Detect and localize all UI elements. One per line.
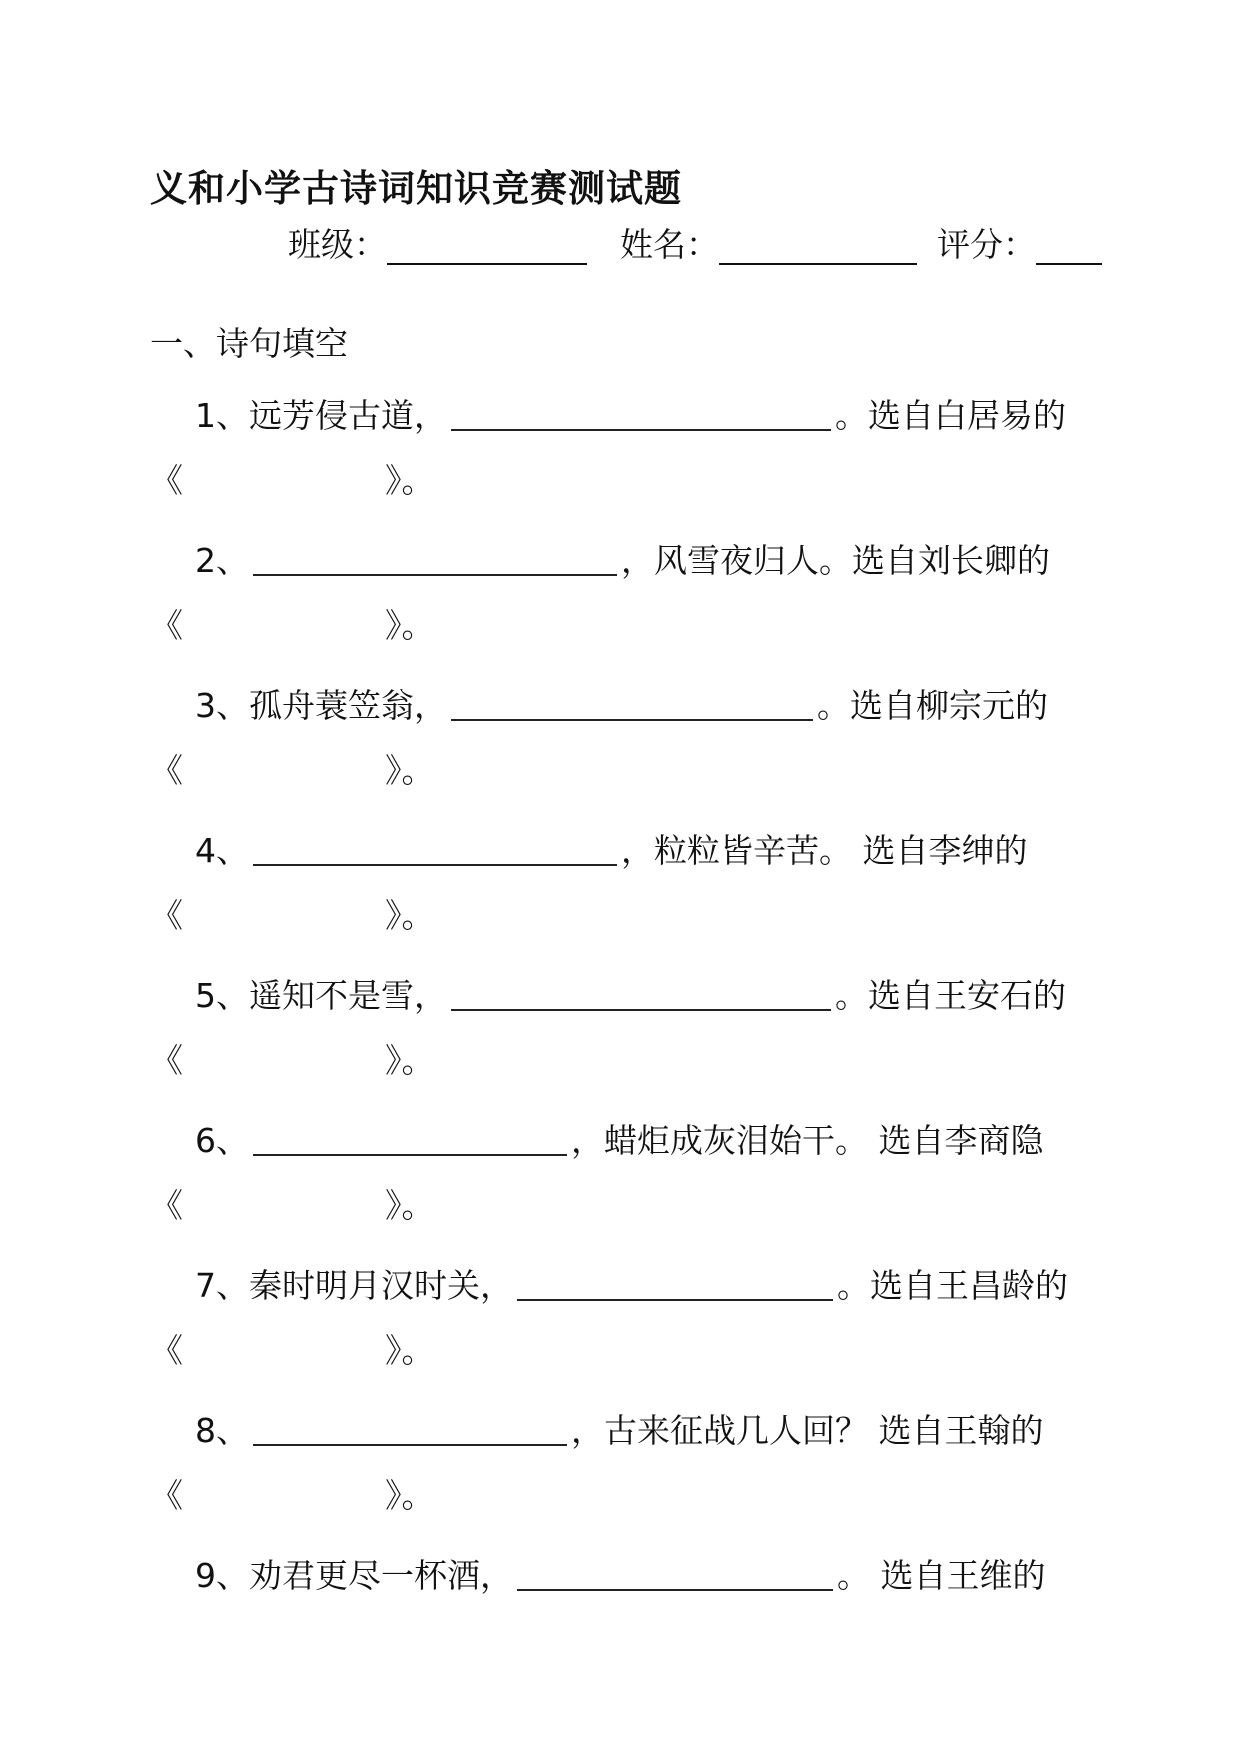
name-field [620,225,917,265]
book-open-mark: 《 [150,896,183,935]
question-text-after: ，粒粒皆辛苦。 选自李绅的 [621,831,1028,870]
book-open-mark: 《 [150,1331,183,1370]
score-label: 评分： [937,225,1036,264]
question-2 [195,539,1050,583]
book-close-mark: 》。 [385,606,435,645]
question-number: 9、 [195,1556,249,1595]
answer-blank[interactable] [517,1265,833,1301]
answer-blank[interactable] [517,1555,833,1591]
poem-title-line-6 [150,1184,435,1228]
answer-blank[interactable] [451,395,831,431]
answer-blank[interactable] [253,830,617,866]
book-close-mark: 》。 [385,751,435,790]
book-close-mark: 》。 [385,1331,435,1370]
book-open-mark: 《 [150,751,183,790]
book-open-mark: 《 [150,1041,183,1080]
question-text-after: ，风雪夜归人。选自刘长卿的 [621,541,1050,580]
poem-title-line-7 [150,1329,435,1373]
book-close-mark: 》。 [385,1041,435,1080]
question-8 [195,1409,1044,1453]
page-title: 义和小学古诗词知识竞赛测试题 [150,166,682,210]
question-7 [195,1264,1068,1308]
book-open-mark: 《 [150,461,183,500]
question-text-after: 。 选自王维的 [837,1556,1046,1595]
class-label: 班级： [288,225,387,264]
book-open-mark: 《 [150,1186,183,1225]
question-9 [195,1554,1046,1598]
book-open-mark: 《 [150,1476,183,1515]
question-number: 5、 [195,976,249,1015]
answer-blank[interactable] [253,1120,567,1156]
book-close-mark: 》。 [385,896,435,935]
question-number: 3、 [195,686,249,725]
question-text-before: 秦时明月汉时关， [249,1266,513,1305]
question-text-after: 。选自王安石的 [835,976,1066,1015]
book-close-mark: 》。 [385,1186,435,1225]
poem-title-line-1 [150,459,435,503]
question-text-after: ，古来征战几人回？ 选自王翰的 [571,1411,1044,1450]
question-text-after: ，蜡炬成灰泪始干。 选自李商隐 [571,1121,1044,1160]
book-close-mark: 》。 [385,1476,435,1515]
book-open-mark: 《 [150,606,183,645]
question-text-after: 。选自柳宗元的 [817,686,1048,725]
section-title: 一、诗句填空 [150,324,348,363]
question-3 [195,684,1048,728]
score-field [937,225,1102,265]
question-text-before: 远芳侵古道， [249,396,447,435]
question-text-before: 遥知不是雪， [249,976,447,1015]
poem-title-line-3 [150,749,435,793]
question-number: 6、 [195,1121,249,1160]
question-text-before: 孤舟蓑笠翁， [249,686,447,725]
answer-blank[interactable] [451,685,813,721]
poem-title-line-4 [150,894,435,938]
question-text-after: 。选自王昌龄的 [837,1266,1068,1305]
question-text-before: 劝君更尽一杯酒， [249,1556,513,1595]
question-text-after: 。选自白居易的 [835,396,1066,435]
answer-blank[interactable] [253,1410,567,1446]
question-number: 4、 [195,831,249,870]
question-5 [195,974,1066,1018]
poem-title-line-2 [150,604,435,648]
question-1 [195,394,1066,438]
question-4 [195,829,1028,873]
poem-title-line-5 [150,1039,435,1083]
answer-blank[interactable] [451,975,831,1011]
question-number: 7、 [195,1266,249,1305]
class-field [288,225,587,265]
score-blank[interactable] [1036,229,1102,265]
question-number: 1、 [195,396,249,435]
class-blank[interactable] [387,229,587,265]
question-number: 2、 [195,541,249,580]
poem-title-line-8 [150,1474,435,1518]
answer-blank[interactable] [253,540,617,576]
name-blank[interactable] [719,229,917,265]
name-label: 姓名： [620,225,719,264]
question-6 [195,1119,1044,1163]
question-number: 8、 [195,1411,249,1450]
book-close-mark: 》。 [385,461,435,500]
